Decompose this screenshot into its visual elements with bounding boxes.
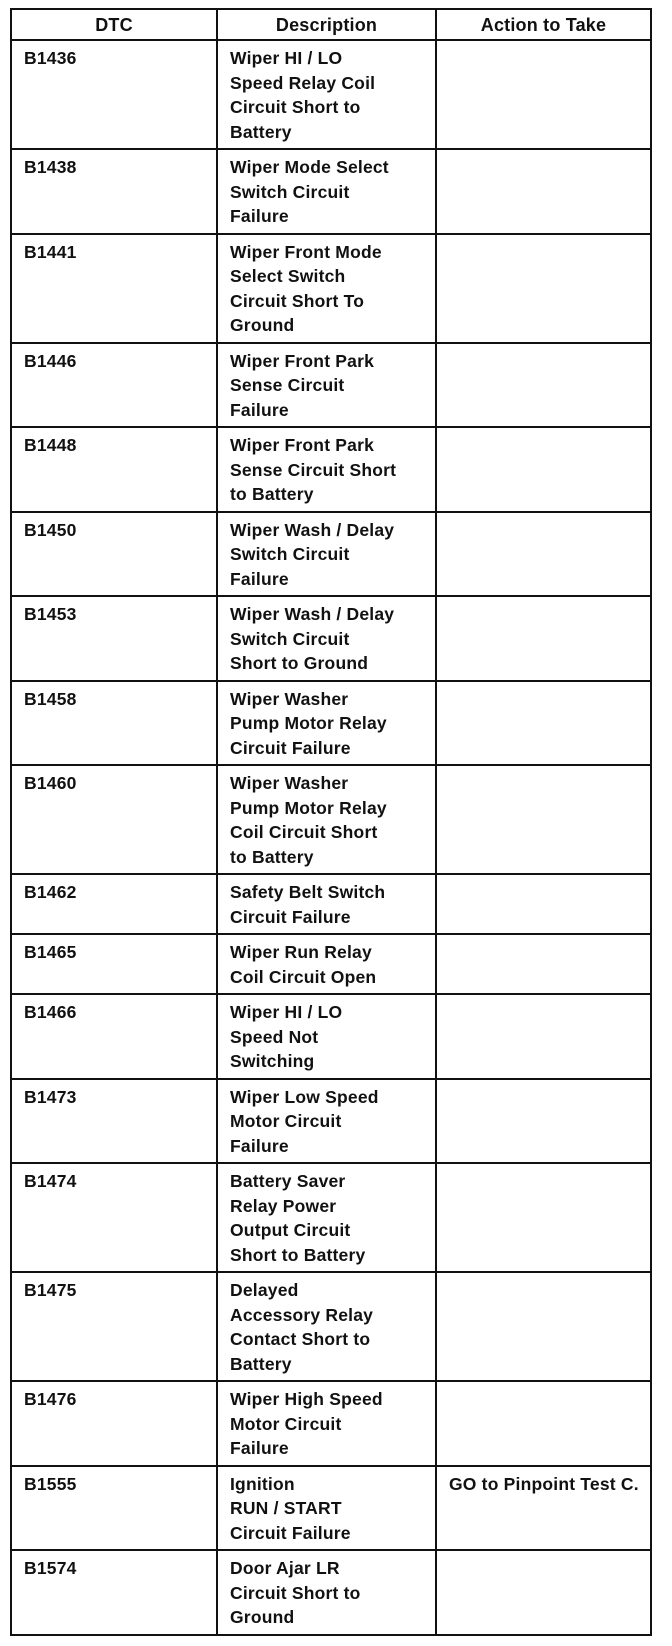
description-line: Short to Battery bbox=[230, 1244, 366, 1265]
dtc-code: B1462 bbox=[11, 874, 217, 934]
table-row bbox=[11, 874, 651, 934]
dtc-description bbox=[217, 1272, 436, 1381]
description-line: Switch Circuit bbox=[230, 544, 350, 564]
dtc-code: B1438 bbox=[11, 149, 217, 234]
dtc-action bbox=[436, 149, 651, 234]
description-line: Circuit Short to bbox=[230, 1582, 361, 1603]
table-row bbox=[11, 1550, 651, 1635]
description-line: Wiper Wash / Delay bbox=[230, 519, 395, 540]
header-description: Description bbox=[217, 9, 436, 40]
description-line: Battery bbox=[230, 1353, 292, 1374]
dtc-description bbox=[217, 1079, 436, 1164]
dtc-code: B1466 bbox=[11, 994, 217, 1079]
description-line: Contact Short to bbox=[230, 1329, 371, 1349]
table-row bbox=[11, 343, 651, 428]
description-line: Wiper HI / LO bbox=[230, 48, 343, 68]
dtc-action bbox=[436, 934, 651, 994]
description-line: Relay Power bbox=[230, 1195, 337, 1216]
header-row bbox=[11, 9, 651, 40]
dtc-code: B1448 bbox=[11, 427, 217, 512]
page bbox=[10, 8, 652, 1636]
table-row bbox=[11, 934, 651, 994]
dtc-action: GO to Pinpoint Test C. bbox=[436, 1466, 651, 1551]
description-line: Door Ajar LR bbox=[230, 1558, 340, 1578]
table-row bbox=[11, 427, 651, 512]
description-line: Switch Circuit bbox=[230, 628, 350, 649]
dtc-action bbox=[436, 512, 651, 597]
dtc-description bbox=[217, 1466, 436, 1551]
dtc-code: B1465 bbox=[11, 934, 217, 994]
dtc-code: B1555 bbox=[11, 1466, 217, 1551]
dtc-description bbox=[217, 1163, 436, 1272]
dtc-description bbox=[217, 1550, 436, 1635]
description-line: Battery Saver bbox=[230, 1171, 346, 1191]
dtc-action bbox=[436, 1272, 651, 1381]
description-line: Wiper Washer bbox=[230, 773, 349, 793]
dtc-action bbox=[436, 1550, 651, 1635]
dtc-action bbox=[436, 874, 651, 934]
dtc-code: B1453 bbox=[11, 596, 217, 681]
table-row bbox=[11, 512, 651, 597]
table-row bbox=[11, 40, 651, 149]
description-line: Speed Relay Coil bbox=[230, 72, 376, 93]
dtc-code: B1450 bbox=[11, 512, 217, 597]
description-line: Failure bbox=[230, 568, 289, 589]
description-line: Battery bbox=[230, 121, 292, 142]
dtc-action bbox=[436, 1381, 651, 1466]
dtc-action bbox=[436, 681, 651, 766]
dtc-action bbox=[436, 994, 651, 1079]
table-row bbox=[11, 994, 651, 1079]
description-line: Output Circuit bbox=[230, 1220, 351, 1240]
description-line: Switch Circuit bbox=[230, 181, 350, 202]
description-line: Failure bbox=[230, 399, 289, 420]
dtc-code: B1474 bbox=[11, 1163, 217, 1272]
description-line: to Battery bbox=[230, 846, 314, 867]
description-line: Ignition bbox=[230, 1473, 295, 1494]
dtc-description bbox=[217, 149, 436, 234]
description-line: Wiper Washer bbox=[230, 688, 349, 709]
dtc-action bbox=[436, 1163, 651, 1272]
description-line: Circuit Failure bbox=[230, 906, 351, 927]
description-line: Circuit Short To bbox=[230, 290, 365, 311]
dtc-code: B1446 bbox=[11, 343, 217, 428]
dtc-description bbox=[217, 765, 436, 874]
description-line: Wiper Wash / Delay bbox=[230, 604, 395, 624]
table-row bbox=[11, 1381, 651, 1466]
table-row bbox=[11, 681, 651, 766]
description-line: Motor Circuit bbox=[230, 1413, 342, 1434]
description-line: to Battery bbox=[230, 484, 314, 504]
dtc-description bbox=[217, 343, 436, 428]
dtc-description bbox=[217, 874, 436, 934]
table-row bbox=[11, 765, 651, 874]
description-line: Failure bbox=[230, 1438, 289, 1458]
description-line: Speed Not bbox=[230, 1026, 319, 1047]
description-line: Pump Motor Relay bbox=[230, 713, 387, 733]
description-line: Circuit Failure bbox=[230, 737, 351, 758]
dtc-description bbox=[217, 40, 436, 149]
dtc-code: B1458 bbox=[11, 681, 217, 766]
dtc-code: B1436 bbox=[11, 40, 217, 149]
description-line: Wiper Front Park bbox=[230, 435, 375, 455]
dtc-code: B1441 bbox=[11, 234, 217, 343]
description-line: Ground bbox=[230, 1607, 295, 1627]
dtc-description bbox=[217, 681, 436, 766]
dtc-action bbox=[436, 765, 651, 874]
dtc-code: B1475 bbox=[11, 1272, 217, 1381]
description-line: Wiper Low Speed bbox=[230, 1086, 379, 1107]
description-line: Accessory Relay bbox=[230, 1304, 374, 1325]
dtc-description bbox=[217, 934, 436, 994]
table-row bbox=[11, 234, 651, 343]
dtc-description bbox=[217, 234, 436, 343]
dtc-action bbox=[436, 40, 651, 149]
dtc-code: B1574 bbox=[11, 1550, 217, 1635]
description-line: Circuit Failure bbox=[230, 1522, 351, 1543]
table-row bbox=[11, 1466, 651, 1551]
description-line: Failure bbox=[230, 206, 289, 226]
description-line: Coil Circuit Short bbox=[230, 822, 378, 842]
dtc-code: B1460 bbox=[11, 765, 217, 874]
description-line: Sense Circuit Short bbox=[230, 459, 397, 480]
description-line: Wiper Run Relay bbox=[230, 942, 372, 962]
dtc-description bbox=[217, 512, 436, 597]
dtc-action bbox=[436, 1079, 651, 1164]
description-line: Failure bbox=[230, 1135, 289, 1156]
description-line: Delayed bbox=[230, 1280, 299, 1300]
description-line: Pump Motor Relay bbox=[230, 797, 387, 818]
dtc-description bbox=[217, 596, 436, 681]
dtc-description bbox=[217, 427, 436, 512]
description-line: Ground bbox=[230, 315, 295, 335]
dtc-code: B1473 bbox=[11, 1079, 217, 1164]
description-line: Short to Ground bbox=[230, 653, 369, 673]
dtc-action bbox=[436, 596, 651, 681]
dtc-code: B1476 bbox=[11, 1381, 217, 1466]
table-row bbox=[11, 1079, 651, 1164]
description-line: Wiper High Speed bbox=[230, 1389, 383, 1409]
description-line: Coil Circuit Open bbox=[230, 966, 377, 987]
table-row bbox=[11, 1272, 651, 1381]
header-action: Action to Take bbox=[436, 9, 651, 40]
description-line: Wiper Front Mode bbox=[230, 241, 382, 262]
dtc-action bbox=[436, 343, 651, 428]
header-dtc: DTC bbox=[11, 9, 217, 40]
dtc-action bbox=[436, 427, 651, 512]
description-line: Wiper Front Park bbox=[230, 350, 375, 371]
description-line: Wiper Mode Select bbox=[230, 157, 389, 177]
table-header bbox=[11, 9, 651, 40]
dtc-action bbox=[436, 234, 651, 343]
table-row bbox=[11, 149, 651, 234]
description-line: Select Switch bbox=[230, 266, 346, 286]
description-line: RUN / START bbox=[230, 1498, 342, 1518]
description-line: Safety Belt Switch bbox=[230, 882, 386, 902]
table-body bbox=[11, 40, 651, 1635]
description-line: Wiper HI / LO bbox=[230, 1002, 343, 1022]
description-line: Circuit Short to bbox=[230, 97, 361, 117]
description-line: Motor Circuit bbox=[230, 1111, 342, 1131]
dtc-description bbox=[217, 1381, 436, 1466]
dtc-description bbox=[217, 994, 436, 1079]
table-row bbox=[11, 596, 651, 681]
table-row bbox=[11, 1163, 651, 1272]
description-line: Sense Circuit bbox=[230, 375, 345, 395]
description-line: Switching bbox=[230, 1051, 315, 1071]
dtc-table bbox=[10, 8, 652, 1636]
